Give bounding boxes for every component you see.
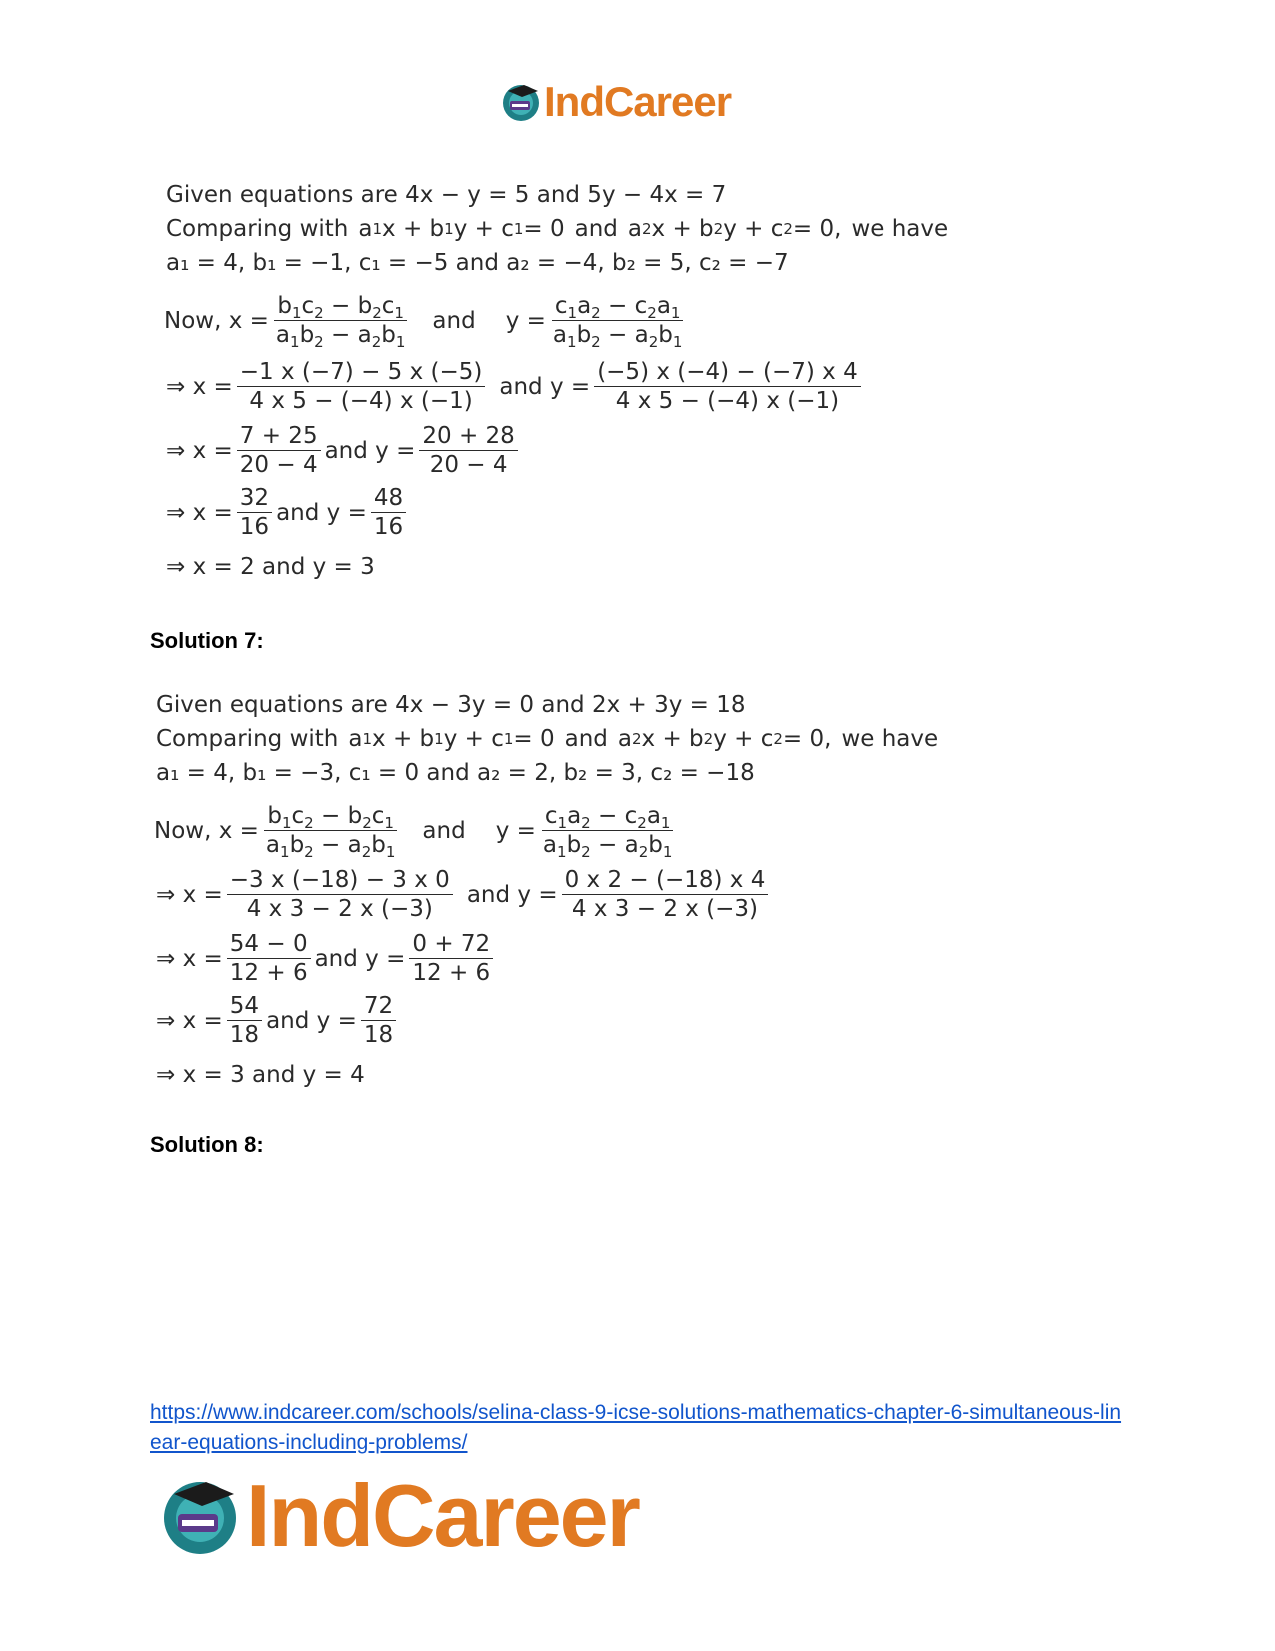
solution-8-heading: Solution 8: bbox=[150, 1132, 264, 1157]
comparing-line: Comparing with a 1 x + b 1 y + c 1 = 0 and a 2 x + b 2 y + c 2 = 0, we have bbox=[156, 726, 939, 752]
indcareer-logo-bottom bbox=[158, 1468, 639, 1564]
coefficients-line: a₁ = 4, b₁ = −3, c₁ = 0 and a₂ = 2, b₂ = 3, c₂ = −18 bbox=[156, 760, 755, 786]
indcareer-logo-top bbox=[500, 78, 731, 126]
logo-text: IndCareer bbox=[246, 1466, 639, 1565]
solution-7-heading: Solution 7: bbox=[150, 628, 264, 653]
footer-source-link[interactable]: https://www.indcareer.com/schools/selina-class-9-icse-solutions-mathematics-chapter-6-simultaneous-linear-equations-including-problems/ bbox=[150, 1401, 1122, 1454]
formula-line: Now, x = $\frac{b_1c_2 - b_2c_1}{a_1b_2 - a_2b_1}$ and y = $\frac{c_1a_2 - c_2a_1}{a_1b_2 - a_2b_1}$ bbox=[154, 803, 673, 861]
step-3-line: ⇒ x = $\frac{32}{16}$ and y = $\frac{48}{16}$ bbox=[166, 484, 410, 541]
formula-line: Now, x = $\frac{b_1c_2 - b_2c_1}{a_1b_2 - a_2b_1}$ and y = $\frac{c_1a_2 - c_2a_1}{a_1b_2 - a_2b_1}$ bbox=[164, 293, 683, 351]
step-2-line: ⇒ x = $\frac{7 + 25}{20 - 4}$ and y = $\frac{20 + 28}{20 - 4}$ bbox=[166, 422, 522, 479]
graduation-globe-icon bbox=[158, 1474, 242, 1558]
step-1-line: ⇒ x = $\frac{-1 x (-7) - 5 x (-5)}{4 x 5 - (-4) x (-1)}$ and y = $\frac{(-5) x (-4) - (-7) x 4}{4 x 5 - (-4) x (-1)}$ bbox=[166, 358, 865, 415]
step-2-line: ⇒ x = $\frac{54 - 0}{12 + 6}$ and y = $\frac{0 + 72}{12 + 6}$ bbox=[156, 930, 497, 987]
given-equations-line: Given equations are 4x − 3y = 0 and 2x + 3y = 18 bbox=[156, 692, 746, 718]
step-3-line: ⇒ x = $\frac{54}{18}$ and y = $\frac{72}{18}$ bbox=[156, 992, 400, 1049]
final-answer-line: ⇒ x = 2 and y = 3 bbox=[166, 554, 375, 580]
comparing-line: Comparing with a 1 x + b 1 y + c 1 = 0 and a 2 x + b 2 y + c 2 = 0, we have bbox=[166, 216, 949, 242]
final-answer-line: ⇒ x = 3 and y = 4 bbox=[156, 1062, 365, 1088]
coefficients-line: a₁ = 4, b₁ = −1, c₁ = −5 and a₂ = −4, b₂ = 5, c₂ = −7 bbox=[166, 250, 789, 276]
given-equations-line: Given equations are 4x − y = 5 and 5y − 4x = 7 bbox=[166, 182, 727, 208]
logo-text: IndCareer bbox=[544, 78, 732, 125]
step-1-line: ⇒ x = $\frac{-3 x (-18) - 3 x 0}{4 x 3 - 2 x (-3)}$ and y = $\frac{0 x 2 - (-18) x 4}{4 x 3 - 2 x (-3)}$ bbox=[156, 866, 772, 923]
graduation-globe-icon bbox=[500, 81, 542, 123]
